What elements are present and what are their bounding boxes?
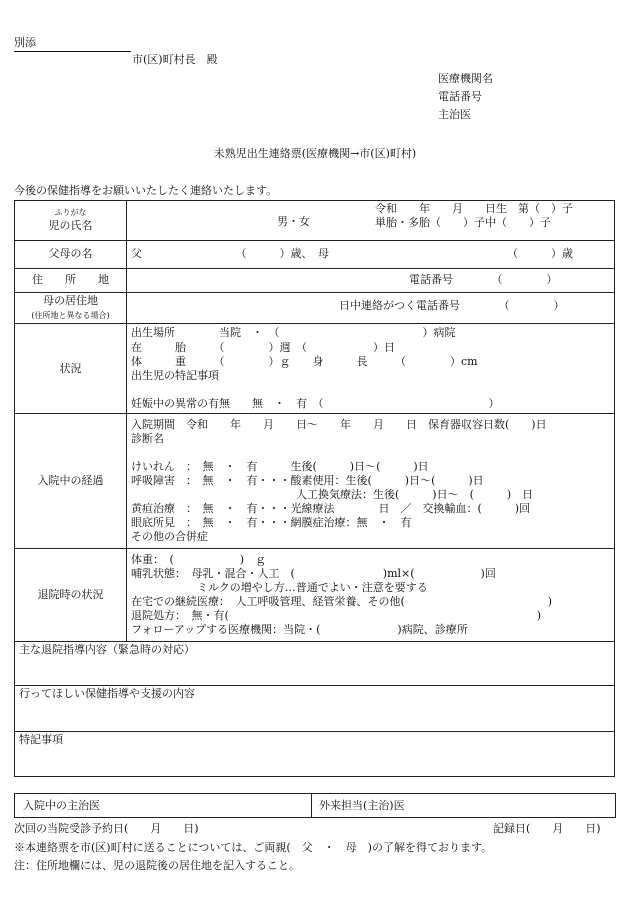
jaundice-line: 黄疸治療 ： 無 ・ 有・・・光線療法 日 ／ 交換輸血：( )回	[131, 502, 531, 516]
multiple-birth-line: 単胎・多胎（ ）子中（ ）子	[375, 216, 551, 229]
mother-address-note: (住所地と異なる場合)	[31, 311, 110, 321]
municipality-blank[interactable]	[14, 51, 131, 52]
feeding-line: 哺乳状態： 母乳・混合・人工 ( )ml×( )回	[131, 567, 496, 580]
home-care-line: 在宅での継続医療： 人工呼吸管理、経管栄養、その他( )	[131, 595, 553, 609]
sex-choice[interactable]: 男・女	[277, 215, 310, 228]
birthplace-line: 出生場所 当院 ・ （ ）病院	[131, 326, 456, 340]
furigana-label: ふりがな	[54, 208, 87, 218]
address-phone: 電話番号 （ ）	[409, 273, 558, 286]
row-discharge	[15, 549, 615, 642]
milk-increase-line: ミルクの増やし方…普通でよい・注意を要する	[131, 581, 428, 595]
consent-note: ※本連絡票を市(区)町村に送ることについては、ご両親( 父 ・ 母 )の了解を得ております。	[14, 841, 493, 854]
child-name-field[interactable]	[127, 201, 615, 241]
form-title: 未熟児出生連絡票(医療機関→市(区)町村)	[213, 147, 417, 160]
child-name-label-cell	[15, 201, 127, 241]
next-visit: 次回の当院受診予約日( 月 日)	[14, 822, 199, 835]
address-label: 住 所 地	[15, 269, 127, 293]
annex-label: 別添	[14, 36, 36, 49]
convulsion-line: けいれん ： 無 ・ 有 生後( )日〜( )日	[131, 460, 429, 474]
inpatient-doctor-label: 入院中の主治医	[23, 799, 100, 812]
row-hospital-course	[15, 414, 615, 549]
mother-age: （ ）歳	[507, 247, 573, 260]
complications-line: その他の合併症	[131, 530, 208, 544]
father-line: 父 （ ）歳、 母	[131, 247, 329, 261]
fundus-line: 眼底所見 ： 無 ・ 有・・・網膜症治療：無 ・ 有	[131, 516, 412, 530]
discharge-label: 退院時の状況	[15, 549, 127, 642]
guidance-label: 主な退院指導内容（緊急時の対応）	[19, 643, 195, 657]
row-mother-address	[15, 293, 615, 324]
intro-text: 今後の保健指導をお願いいたしたく連絡いたします。	[14, 184, 278, 197]
doctors-divider	[311, 794, 312, 817]
parents-field[interactable]	[127, 241, 615, 269]
row-notes	[15, 732, 615, 777]
address-note: 注：住所地欄には、児の退院後の居住地を記入すること。	[14, 859, 300, 872]
address-field[interactable]	[127, 269, 615, 293]
addressee: 市(区)町村長 殿	[132, 53, 218, 66]
birth-date-line: 令和 年 月 日生 第（ ）子	[375, 202, 573, 215]
birth-notes-line: 出生児の特記事項	[131, 368, 219, 382]
child-name-label: 児の氏名	[48, 218, 93, 232]
ventilation-line: 人工換気療法：生後( )日〜 ( ) 日	[131, 488, 534, 502]
notes-label: 特記事項	[19, 733, 63, 747]
record-date: 記録日( 月 日)	[493, 822, 601, 835]
mother-address-field[interactable]	[127, 293, 615, 324]
row-parents	[15, 241, 615, 269]
course-label: 入院中の経過	[15, 414, 127, 549]
course-field[interactable]	[127, 414, 615, 549]
daytime-phone: 日中連絡がつく電話番号 （ ）	[339, 299, 565, 312]
admission-period-line: 入院期間 令和 年 月 日〜 年 月 日 保育器収容日数( )日	[131, 417, 547, 431]
notes-field[interactable]	[15, 732, 615, 777]
followup-line: フォローアップする医療機関：当院・( )病院、診療所	[131, 623, 468, 637]
status-field[interactable]	[127, 324, 615, 414]
respiratory-line: 呼吸障害 ： 無 ・ 有・・・酸素使用：生後( )日〜( )日	[131, 474, 484, 488]
weight-line: 体重： ( ) ｇ	[131, 552, 267, 566]
prescription-line: 退院処方： 無・有( )	[131, 609, 542, 623]
row-child-name	[15, 201, 615, 241]
blank-line	[131, 446, 610, 460]
hospital-name-label: 医療機関名	[438, 72, 493, 85]
discharge-field[interactable]	[127, 549, 615, 642]
row-guidance	[15, 642, 615, 686]
parents-label: 父母の名	[15, 241, 127, 269]
doctors-box	[14, 793, 616, 818]
outpatient-doctor-label: 外来担当(主治)医	[319, 799, 405, 812]
status-label: 状況	[15, 324, 127, 414]
attending-doctor-label: 主治医	[438, 108, 471, 121]
support-field[interactable]	[15, 686, 615, 732]
row-status	[15, 324, 615, 414]
weight-height-line: 体 重 （ ）ｇ 身 長 （ ）cm	[131, 354, 478, 368]
gestation-line: 在 胎 （ ）週 （ ）日	[131, 340, 395, 354]
guidance-field[interactable]	[15, 642, 615, 686]
notification-form	[14, 200, 615, 777]
row-support	[15, 686, 615, 732]
mother-address-label-cell	[15, 293, 127, 324]
support-label: 行ってほしい保健指導や支援の内容	[19, 687, 195, 701]
blank-line	[131, 383, 610, 397]
pregnancy-abnormality-line: 妊娠中の異常の有無 無 ・ 有 （ ）	[131, 396, 500, 410]
hospital-phone-label: 電話番号	[438, 90, 482, 103]
row-address	[15, 269, 615, 293]
mother-address-label: 母の居住地	[43, 294, 98, 307]
diagnosis-line: 診断名	[131, 431, 164, 445]
